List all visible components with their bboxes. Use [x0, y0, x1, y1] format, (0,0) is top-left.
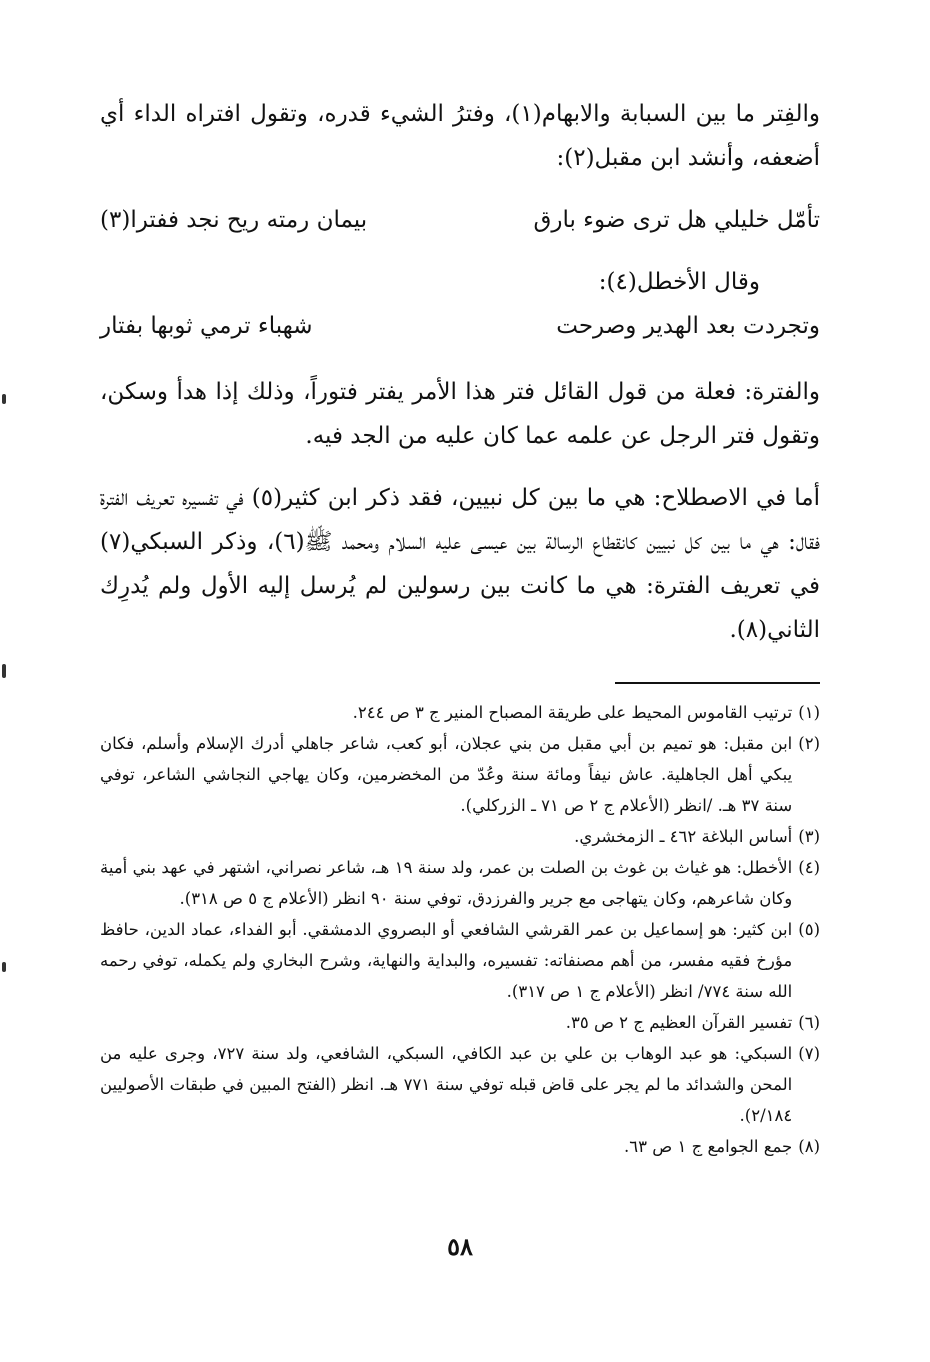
footnote	[100, 914, 820, 1007]
footnote	[100, 1038, 820, 1131]
verse-2	[100, 304, 820, 348]
footnote	[100, 821, 820, 852]
scan-edge-mark	[2, 664, 6, 678]
footnote-number: (٧)	[798, 1044, 820, 1063]
verse-1-first-hemistich: تأمّل خليلي هل ترى ضوء بارق	[533, 207, 820, 233]
footnote-number: (٦)	[798, 1013, 820, 1032]
footnote-number: (٨)	[798, 1137, 820, 1156]
footnote	[100, 1007, 820, 1038]
footnote	[100, 697, 820, 728]
scan-edge-mark	[2, 394, 6, 404]
footnote-text: تفسير القرآن العظيم ج ٢ ص ٣٥.	[565, 1013, 793, 1032]
footnote-text: الأخطل: هو غياث بن غوث بن الصلت بن عمر، ولد سنة ١٩ هـ، شاعر نصراني، اشتهر في عهد بني أمية وكان شاعرهم، وكان يتهاجى مع جرير والفرزدق، توفي سنة ٩٠ انظر (الأعلام ج ٥ ص ٣١٨).	[100, 858, 793, 908]
footnote-text: جمع الجوامع ج ١ ص ٦٣.	[624, 1137, 793, 1156]
paragraph-3: أما في الاصطلاح: هي ما بين كل نبيين، فقد ذكر ابن كثير(٥) في تفسيره تعريف الفترة فقال: هي ما بين كل نبيين كانقطاع الرسالة بين عيسى عليه السلام ومحمد ﷺ(٦)، وذكر السبكي(٧) في تعريف الفترة: هي ما كانت بين رسولين لم يُرسل إليه الأول ولم يُدرِك الثاني(٨).	[100, 485, 821, 643]
verse-2-first-hemistich: وتجردت بعد الهدير وصرحت	[556, 313, 820, 339]
footnote-number: (٥)	[798, 920, 820, 939]
verse-2-intro: وقال الأخطل(٤):	[598, 269, 760, 295]
footnote-text: ابن كثير: هو إسماعيل بن عمر القرشي الشافعي أو البصروي الدمشقي. أبو الفداء، عماد الدين، حافظ مؤرخ فقيه مفسر، من أهم مصنفاته: تفسيره، والبداية والنهاية، وشرح البخاري ولم يكمله، توفي رحمه الله سنة ٧٧٤/ انظر (الأعلام ج ١ ص ٣١٧).	[100, 920, 793, 1001]
footnotes	[100, 697, 820, 1162]
footnote-number: (١)	[798, 703, 820, 722]
footnote	[100, 728, 820, 821]
verse-1	[100, 198, 820, 242]
book-page	[100, 92, 820, 1292]
paragraph-1: والفِتر ما بين السبابة والابهام(١)، وفترُ الشيء قدره، وتقول افتراه الداء أي أضعفه، وأنشد ابن مقبل(٢):	[100, 101, 820, 171]
footnote	[100, 1131, 820, 1162]
scan-edge-mark	[2, 962, 6, 972]
footnote-separator	[615, 682, 820, 684]
footnote-number: (٢)	[798, 734, 820, 753]
footnote-text: أساس البلاغة ٤٦٢ ـ الزمخشري.	[574, 827, 793, 846]
verse-2-second-hemistich: شهباء ترمي ثوبها بفتار	[100, 313, 313, 339]
footnote-number: (٤)	[798, 858, 820, 877]
footnote-number: (٣)	[798, 827, 820, 846]
verse-1-second-hemistich: بيمان رمته ريح نجد ففترا(٣)	[100, 207, 368, 233]
paragraph-2: والفترة: فعلة من قول القائل فتر هذا الأمر يفتر فتوراً، وذلك إذا هدأ وسكن، وتقول فتر الرجل عن علمه عما كان عليه من الجد فيه.	[100, 379, 820, 449]
footnote-text: السبكي: هو عبد الوهاب بن علي بن عبد الكافي، السبكي، الشافعي، ولد سنة ٧٢٧، وجرى عليه من المحن والشدائد ما لم يجر على قاض قبله توفي سنة ٧٧١ هـ. انظر (الفتح المبين في طبقات الأصوليين ٢/١٨٤).	[100, 1044, 793, 1125]
page-number: ٥٨	[447, 1232, 473, 1261]
footnote	[100, 852, 820, 914]
footnote-text: ترتيب القاموس المحيط على طريقة المصباح المنير ج ٣ ص ٢٤٤.	[352, 703, 793, 722]
footnote-text: ابن مقبل: هو تميم بن أبي مقبل من بني عجلان، أبو كعب، شاعر جاهلي أدرك الإسلام وأسلم، فكان يبكي أهل الجاهلية. عاش نيفاً ومائة سنة وعُدّ من المخضرمين، وكان يهاجي النجاشي الشاعر، توفي سنة ٣٧ هـ. /انظر (الأعلام ج ٢ ص ٧١ ـ الزركلي).	[100, 734, 793, 815]
